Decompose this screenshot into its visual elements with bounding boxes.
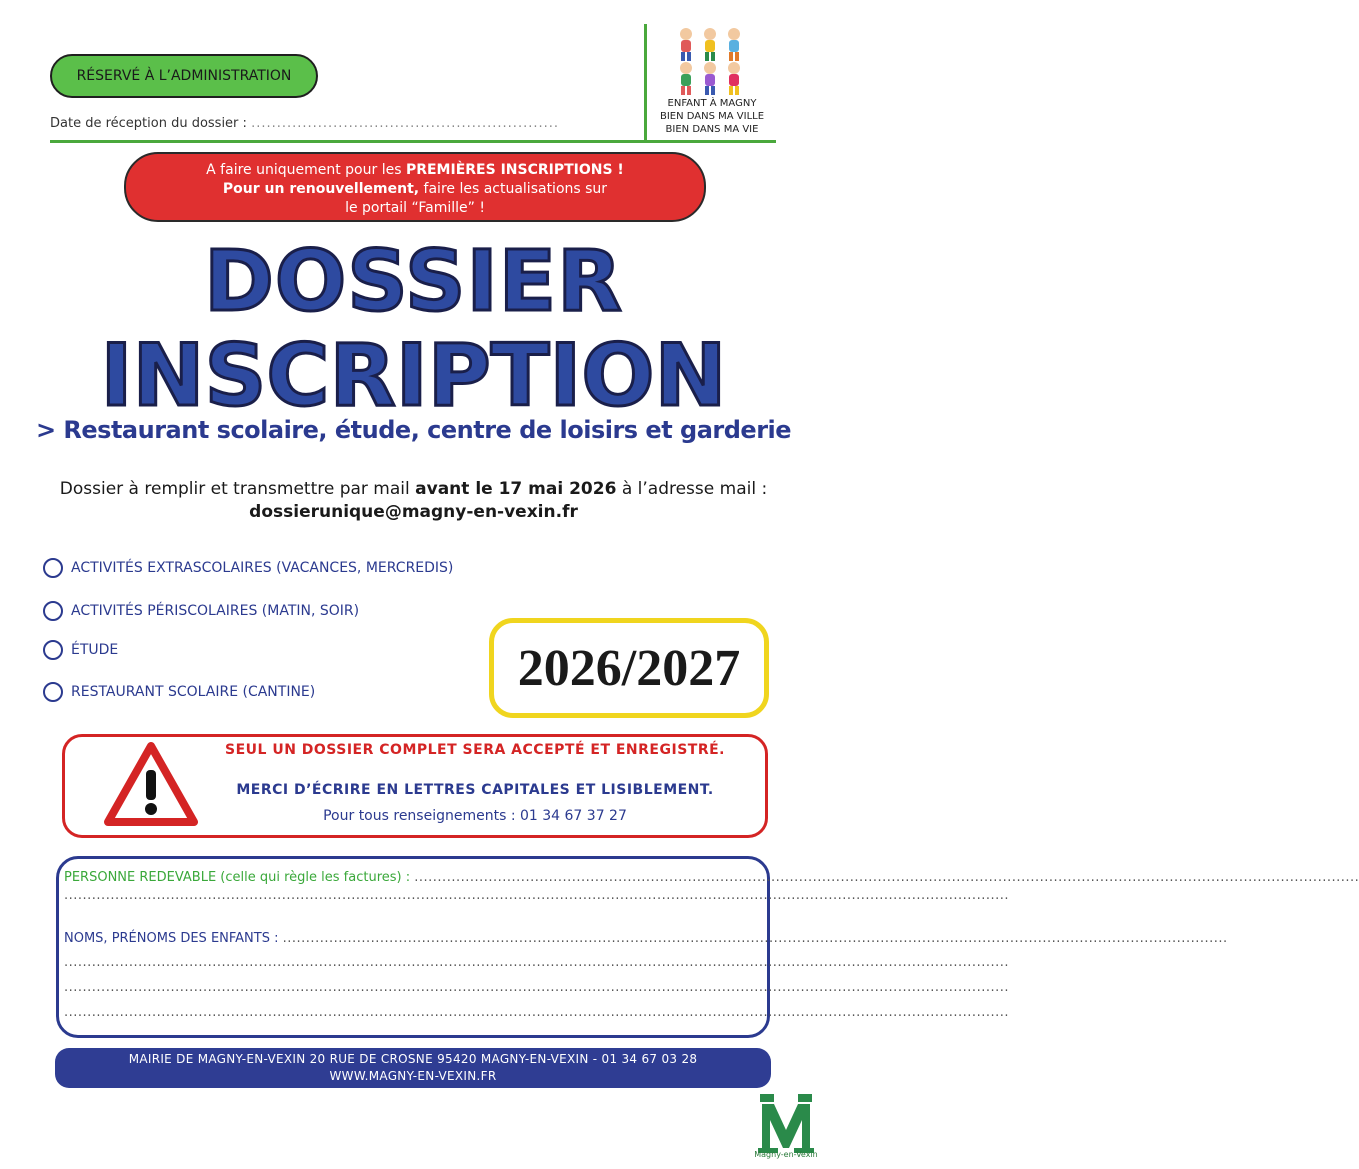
children-dots[interactable]: ............................................................................................................................................................................................................: [282, 931, 1228, 946]
children-field-line-4[interactable]: [64, 1005, 1009, 1020]
payer-label: PERSONNE REDEVABLE (celle qui règle les factures) :: [64, 870, 411, 885]
page-subtitle: > Restaurant scolaire, étude, centre de loisirs et garderie: [35, 416, 792, 444]
submission-instructions: [0, 478, 827, 524]
footer-website-link[interactable]: WWW.MAGNY-EN-VEXIN.FR: [329, 1069, 497, 1083]
children-dots-3[interactable]: ............................................................................................................................................................................................................: [64, 980, 1009, 995]
slogan-line: BIEN DANS MA VILLE: [659, 111, 765, 122]
admin-reserved-label: RÉSERVÉ À L’ADMINISTRATION: [76, 68, 292, 84]
warning-complete-file: SEUL UN DOSSIER COMPLET SERA ACCEPTÉ ET ENREGISTRÉ.: [225, 742, 725, 758]
notice-line-2-text: faire les actualisations sur: [419, 181, 608, 197]
notice-line-2: [126, 180, 704, 199]
notice-line-1-text: A faire uniquement pour les: [206, 162, 406, 178]
footer-address: [55, 1048, 771, 1088]
radio-circle-icon[interactable]: [43, 558, 63, 578]
instructions-text-end: à l’adresse mail :: [616, 479, 768, 499]
payer-field-line-2[interactable]: [64, 888, 1009, 903]
children-dots-2[interactable]: ............................................................................................................................................................................................................: [64, 955, 1009, 970]
option-periscolaires[interactable]: [43, 601, 359, 621]
warning-capital-letters: MERCI D’ÉCRIRE EN LETTRES CAPITALES ET LISIBLEMENT.: [236, 782, 714, 798]
submission-email-text[interactable]: dossierunique@magny-en-vexin.fr: [249, 502, 578, 522]
header-divider: [50, 140, 776, 143]
reception-date-dots: ............................................................: [251, 116, 560, 131]
logo-text: Magny-en-Vexin: [754, 1150, 818, 1159]
slogan-line: BIEN DANS MA VIE: [665, 124, 759, 135]
admin-reserved-badge: [50, 54, 318, 98]
instructions-deadline: avant le 17 mai 2026: [415, 479, 617, 499]
notice-line-2-bold: Pour un renouvellement,: [222, 181, 420, 197]
footer-address-line: MAIRIE DE MAGNY-EN-VEXIN 20 RUE DE CROSNE 95420 MAGNY-EN-VEXIN - 01 34 67 03 28: [128, 1052, 698, 1066]
radio-circle-icon[interactable]: [43, 682, 63, 702]
payer-dots-2[interactable]: ............................................................................................................................................................................................................: [64, 888, 1009, 903]
page-title-line-1: DOSSIER: [204, 232, 623, 330]
school-year-badge: [489, 618, 769, 718]
children-field-line-2[interactable]: [64, 955, 1009, 970]
option-label: ÉTUDE: [71, 642, 119, 658]
submission-email[interactable]: [0, 501, 827, 524]
page-title-line-2: INSCRIPTION: [100, 326, 727, 426]
notice-line-1-bold: PREMIÈRES INSCRIPTIONS !: [405, 162, 624, 178]
school-year: 2026/2027: [517, 639, 741, 697]
payer-dots[interactable]: ............................................................................................................................................................................................................: [414, 870, 1359, 885]
slogan-line: ENFANT À MAGNY: [667, 98, 757, 109]
reception-date-label: Date de réception du dossier :: [50, 116, 247, 131]
option-etude[interactable]: [43, 640, 118, 660]
warning-contact-phone: Pour tous renseignements : 01 34 67 37 27: [323, 808, 627, 824]
children-dots-4[interactable]: ............................................................................................................................................................................................................: [64, 1005, 1009, 1020]
notice-line-3: le portail “Famille” !: [345, 200, 485, 216]
radio-circle-icon[interactable]: [43, 601, 63, 621]
option-label: RESTAURANT SCOLAIRE (CANTINE): [71, 684, 316, 700]
instructions-text: Dossier à remplir et transmettre par mail: [59, 479, 416, 499]
first-registration-notice: [124, 152, 706, 222]
children-label: NOMS, PRÉNOMS DES ENFANTS :: [64, 931, 279, 946]
option-label: ACTIVITÉS PÉRISCOLAIRES (MATIN, SOIR): [71, 603, 360, 619]
children-illustration-icon: [672, 26, 752, 96]
payer-field[interactable]: [64, 870, 1359, 885]
instructions-line: [0, 478, 827, 501]
option-restaurant[interactable]: [43, 682, 315, 702]
children-field-line-3[interactable]: [64, 980, 1009, 995]
header-vertical-divider: [644, 24, 647, 140]
reception-date-field: [50, 116, 559, 131]
option-label: ACTIVITÉS EXTRASCOLAIRES (VACANCES, MERCREDIS): [71, 560, 454, 576]
slogan: [648, 97, 776, 136]
notice-line-1: [126, 161, 704, 180]
children-field[interactable]: [64, 931, 1228, 946]
option-extrascolaires[interactable]: [43, 558, 453, 578]
radio-circle-icon[interactable]: [43, 640, 63, 660]
warning-triangle-icon: [104, 742, 198, 826]
